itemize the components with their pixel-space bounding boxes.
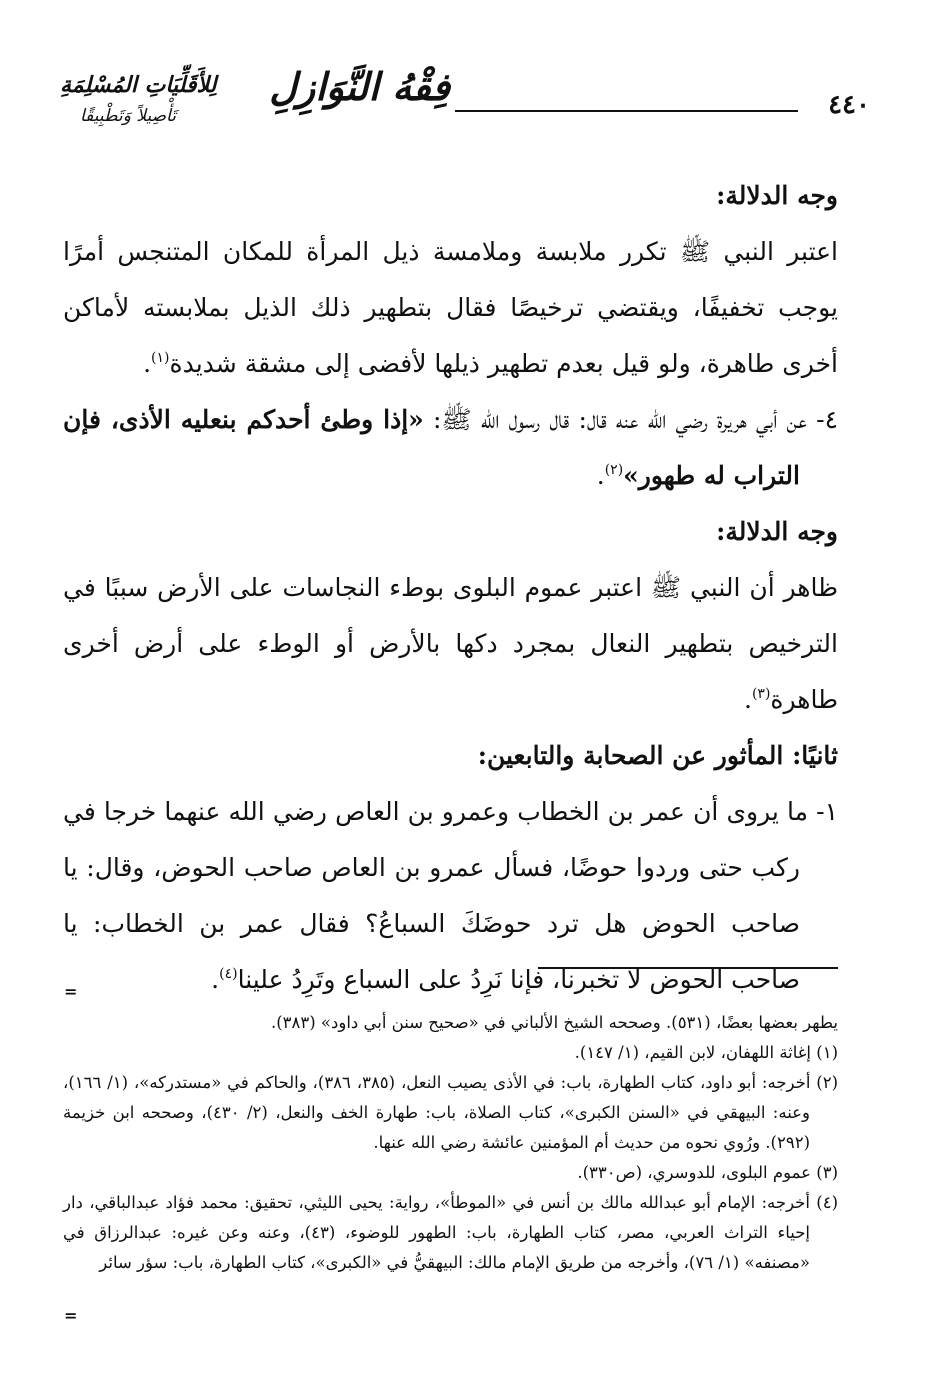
footnote-continuation-mark-bottom: = xyxy=(64,1306,78,1325)
footnote-ref-4[interactable]: (٤) xyxy=(219,966,238,982)
book-title-logo xyxy=(60,62,450,142)
header-rule xyxy=(455,110,798,112)
footnote-ref-3[interactable]: (٣) xyxy=(751,686,771,702)
paragraph-2 xyxy=(63,560,838,728)
hadith-item-4 xyxy=(63,392,838,504)
footnote-continued: يطهر بعضها بعضًا، (٥٣١). وصححه الشيخ الألباني في «صحيح سنن أبي داود» (٣٨٣). xyxy=(270,1013,838,1032)
footnote-2: (٢) أخرجه: أبو داود، كتاب الطهارة، باب: في الأذى يصيب النعل، (٣٨٥، ٣٨٦)، والحاكم في «مستدركه»، (١/ ١٦٦)، وعنه: البيهقي في «السنن الكبرى»، كتاب الصلاة، باب: طهارة الخف والنعل، (٢/ ٤٣٠)، وصححه ابن خزيمة (٢٩٢). ورُوي نحوه من حديث أم المؤمنين عائشة رضي الله عنها. xyxy=(63,1073,839,1152)
page-header xyxy=(60,62,870,142)
hadith-item-4-end: . xyxy=(596,461,605,490)
footnote-3: (٣) عموم البلوى، للدوسري، (ص٣٣٠). xyxy=(577,1163,838,1182)
footnote-continuation-mark-top: = xyxy=(64,982,78,1001)
footnote-1: (١) إغاثة اللهفان، لابن القيم، (١/ ١٤٧). xyxy=(574,1043,838,1062)
footnote-4: (٤) أخرجه: الإمام أبو عبدالله مالك بن أنس في «الموطأ»، رواية: يحيى الليثي، تحقيق: محمد فؤاد عبدالباقي، دار إحياء التراث العربي، مصر، كتاب الطهارة، باب: الطهور للوضوء، (٤٣)، وعنه وعن غيره: عبدالرزاق في «مصنفه» (١/ ٧٦)، وأخرجه من طريق الإمام مالك: البيهقيُّ في «الكبرى»، كتاب الطهارة، باب: سؤر سائر xyxy=(63,1193,838,1272)
book-subtitle-2: تَأْصِيلاً وَتَطْبِيقًا xyxy=(80,106,176,126)
paragraph-1-text: اعتبر النبي ﷺ تكرر ملابسة وملامسة ذيل المرأة للمكان المتنجس أمرًا يوجب تخفيفًا، ويقتضي ترخيصًا فقال بتطهير ذلك الذيل بملابسته لأماكن أخرى طاهرة، ولو قيل بعدم تطهير ذيلها لأفضى إلى مشقة شديدة xyxy=(63,237,838,378)
page-number: ٤٤٠ xyxy=(828,90,870,120)
footnote-separator xyxy=(538,967,838,969)
footnotes xyxy=(63,1008,838,1278)
section-heading-2: وجه الدلالة: xyxy=(716,517,838,546)
main-text xyxy=(63,168,838,1008)
section-heading-3: ثانيًا: المأثور عن الصحابة والتابعين: xyxy=(477,741,838,770)
paragraph-1 xyxy=(63,224,838,392)
hadith-item-4-quote: «إذا وطئ أحدكم بنعليه الأذى، فإن التراب له طهور» xyxy=(63,405,800,490)
athar-item-1-end: . xyxy=(211,965,220,994)
paragraph-2-text: ظاهر أن النبي ﷺ اعتبر عموم البلوى بوطء النجاسات على الأرض سببًا في الترخيص بتطهير النعال بمجرد دكها بالأرض أو الوطء على أرض أخرى طاهرة xyxy=(63,573,838,714)
athar-item-1-text: ١- ما يروى أن عمر بن الخطاب وعمرو بن العاص رضي الله عنهما خرجا في ركب حتى وردوا حوضًا، فسأل عمرو بن العاص صاحب الحوض، وقال: يا صاحب الحوض هل ترد حوضَكَ السباعُ؟ فقال عمر بن الخطاب: يا صاحب الحوض لا تخبرنا، فإنا نَرِدُ على السباع وتَرِدُ علينا xyxy=(63,797,838,994)
paragraph-2-end: . xyxy=(743,685,752,714)
paragraph-1-end: . xyxy=(143,349,152,378)
section-heading-1: وجه الدلالة: xyxy=(716,181,838,210)
book-subtitle-1: لِلأَقَلِّيَاتِ المُسْلِمَةِ xyxy=(60,72,217,98)
footnote-ref-1[interactable]: (١) xyxy=(151,350,170,366)
footnote-ref-2[interactable]: (٢) xyxy=(604,462,624,478)
book-title: فِقْهُ النَّوَازِلِ xyxy=(269,64,450,109)
athar-item-1 xyxy=(63,784,838,1008)
hadith-item-4-intro: ٤- عن أبي هريرة رضي الله عنه قال: قال رسول الله ﷺ: xyxy=(423,405,838,434)
